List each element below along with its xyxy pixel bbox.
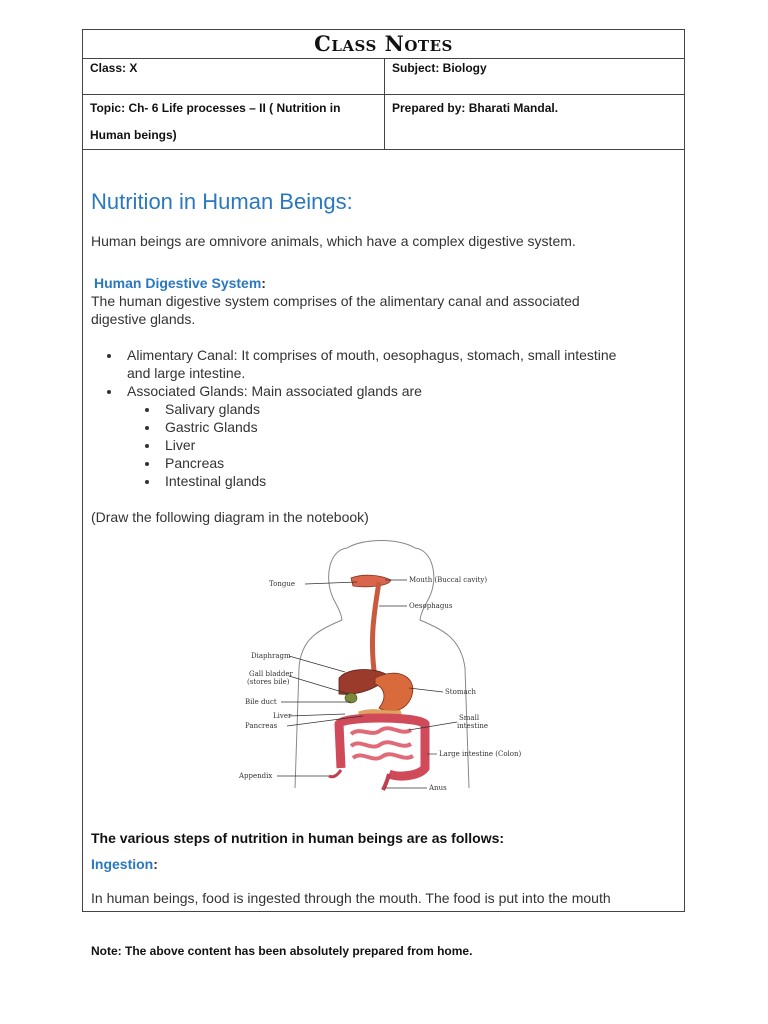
label-bile-duct: Bile duct: [245, 698, 277, 706]
sub-bullet-dot: [145, 444, 149, 448]
gland-item: [91, 436, 676, 454]
stomach-shape: [375, 673, 413, 711]
topic-line-1: Topic: Ch- 6 Life processes – II ( Nutrition in: [90, 101, 341, 115]
section-heading: Nutrition in Human Beings:: [91, 189, 353, 214]
label-large-intestine: Large intestine (Colon): [439, 750, 522, 758]
diagram-instruction: (Draw the following diagram in the notebook): [91, 509, 369, 525]
subheading-colon: :: [261, 275, 266, 291]
small-intestine-shape: [351, 728, 413, 758]
gland-item: [91, 400, 676, 418]
gland-item: [91, 454, 676, 472]
page-title: Class Notes: [83, 30, 684, 59]
label-oesophagus: Oesophagus: [409, 602, 453, 610]
label-tongue: Tongue: [269, 580, 295, 588]
label-liver: Liver: [273, 712, 292, 720]
label-pancreas: Pancreas: [245, 722, 278, 730]
prepared-by-cell: Prepared by: Bharati Mandal.: [392, 101, 559, 115]
gland-text: Salivary glands: [165, 401, 260, 417]
footer-note: Note: The above content has been absolutely prepared from home.: [91, 944, 473, 958]
sub-bullet-dot: [145, 408, 149, 412]
gland-text: Liver: [165, 437, 196, 453]
label-mouth: Mouth (Buccal cavity): [409, 576, 488, 584]
digestive-system-diagram: [229, 538, 535, 806]
gland-item: [91, 418, 676, 436]
sub-bullet-dot: [145, 462, 149, 466]
diaphragm-pointer: [289, 656, 345, 672]
mouth-cavity: [351, 575, 391, 587]
topic-cell: [83, 95, 385, 149]
digestive-paragraph-line-1: The human digestive system comprises of the alimentary canal and associated: [91, 293, 580, 309]
intro-paragraph: Human beings are omnivore animals, which have a complex digestive system.: [91, 233, 576, 249]
digestive-paragraph-line-2: digestive glands.: [91, 311, 196, 327]
ingestion-colon: :: [153, 856, 158, 872]
bullet-dot: [107, 354, 111, 358]
label-small-intestine-1: Small: [459, 714, 480, 722]
subheading-text: Human Digestive System: [94, 275, 262, 291]
notes-content: [83, 188, 684, 907]
gland-text: Gastric Glands: [165, 419, 258, 435]
gland-text: Intestinal glands: [165, 473, 267, 489]
appendix-shape: [329, 770, 341, 777]
label-anus: Anus: [429, 784, 447, 792]
oesophagus-tube: [372, 582, 379, 678]
label-stomach: Stomach: [445, 688, 477, 696]
ingestion-heading: [91, 855, 676, 873]
sub-bullet-dot: [145, 480, 149, 484]
gall-bladder-shape: [345, 693, 357, 703]
stomach-pointer: [409, 688, 443, 692]
header-row-class: [83, 59, 684, 95]
class-cell: Class: X: [83, 59, 385, 94]
main-bullet-list: [91, 346, 676, 490]
tongue-pointer: [305, 582, 357, 584]
ingestion-paragraph: In human beings, food is ingested through the mouth. The food is put into the mouth: [91, 890, 611, 906]
sub-bullet-dot: [145, 426, 149, 430]
gland-item: [91, 472, 676, 490]
bullet-text-line-2: and large intestine.: [127, 365, 246, 381]
bullet-alimentary-canal: [91, 346, 676, 382]
class-notes-sheet: [82, 29, 685, 912]
gland-text: Pancreas: [165, 455, 225, 471]
bullet-text-line-1: Alimentary Canal: It comprises of mouth, oesophagus, stomach, small intestine: [127, 347, 617, 363]
ingestion-heading-text: Ingestion: [91, 856, 154, 872]
label-gall-bladder-1: Gall bladder: [249, 670, 293, 678]
subject-cell: Subject: Biology: [392, 61, 487, 75]
bullet-associated-glands: [91, 382, 676, 400]
bullet-text: Associated Glands: Main associated glands are: [127, 383, 422, 399]
steps-heading: The various steps of nutrition in human beings are as follows:: [91, 830, 505, 846]
rectum-shape: [383, 774, 389, 790]
label-diaphragm: Diaphragm: [251, 652, 291, 660]
label-appendix: Appendix: [239, 772, 273, 780]
bullet-dot: [107, 390, 111, 394]
header-row-topic: [83, 95, 684, 150]
subheading-digestive-system: [94, 274, 676, 292]
label-gall-bladder-2: (stores bile): [247, 678, 290, 686]
label-small-intestine-2: intestine: [457, 722, 488, 730]
topic-line-2: Human beings): [90, 128, 177, 142]
